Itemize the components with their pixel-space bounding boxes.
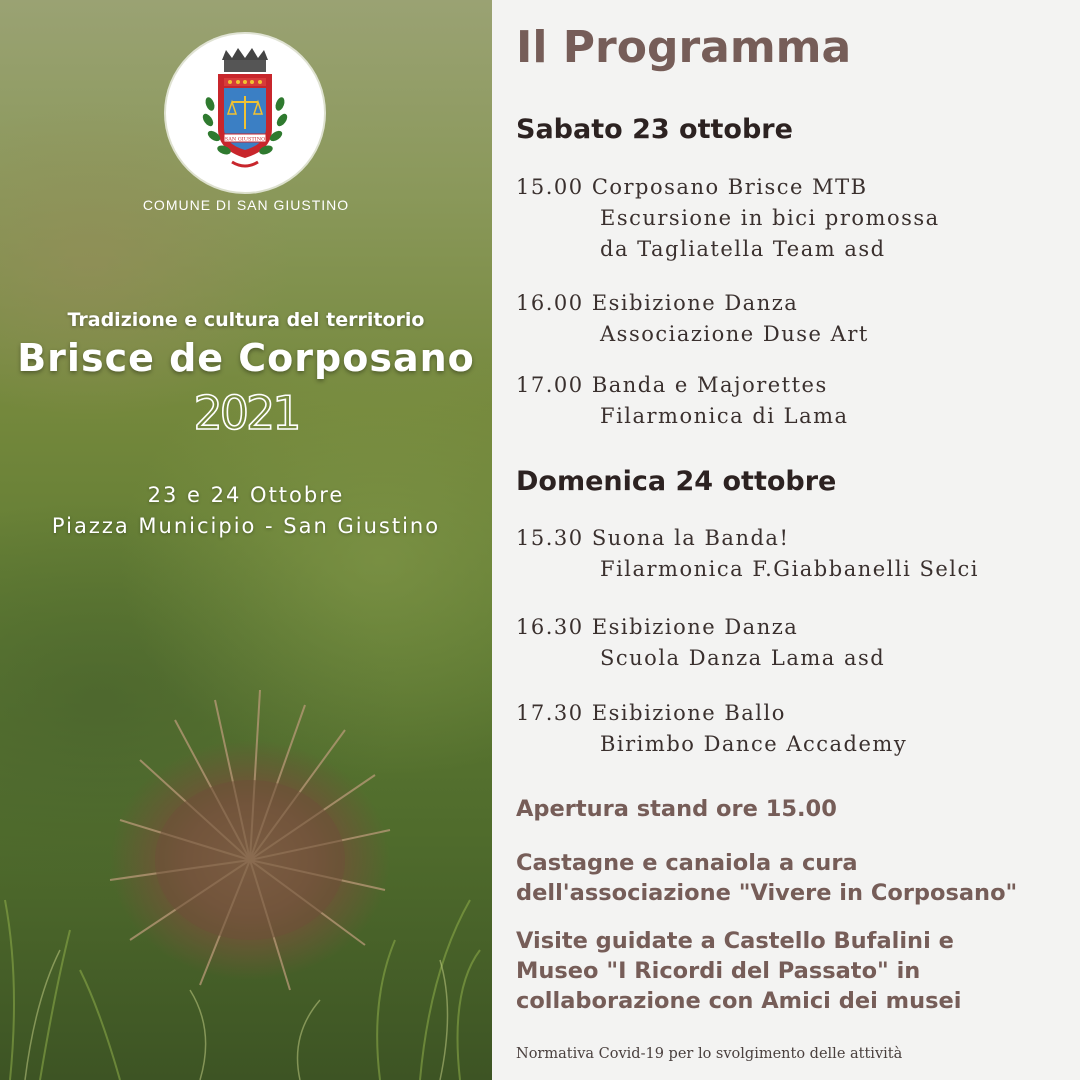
program-title: Il Programma xyxy=(516,22,852,73)
coat-of-arms-icon xyxy=(166,34,324,192)
svg-text:SAN GIUSTINO: SAN GIUSTINO xyxy=(224,136,266,143)
item-title: Corposano Brisce MTB xyxy=(591,175,868,199)
stand-opening-note: Apertura stand ore 15.00 xyxy=(516,796,837,822)
item-time: 17.30 xyxy=(516,701,584,725)
item-time: 15.00 xyxy=(516,175,584,199)
note-line: Museo "I Ricordi del Passato" in xyxy=(516,958,921,984)
note-line: Visite guidate a Castello Bufalini e xyxy=(516,928,954,954)
program-item xyxy=(516,698,907,760)
item-title: Suona la Banda! xyxy=(591,526,790,550)
item-time: 16.30 xyxy=(516,615,584,639)
item-time: 15.30 xyxy=(516,526,584,550)
visite-note xyxy=(516,926,961,1016)
item-detail: Filarmonica F.Giabbanelli Selci xyxy=(600,557,979,581)
comune-emblem xyxy=(166,34,324,192)
item-detail: Associazione Duse Art xyxy=(600,322,869,346)
item-detail: Escursione in bici promossa xyxy=(600,206,940,230)
program-item xyxy=(516,523,979,585)
event-year: 2021 xyxy=(193,386,299,440)
comune-label: COMUNE DI SAN GIUSTINO xyxy=(142,197,350,213)
item-title: Esibizione Ballo xyxy=(591,701,786,725)
program-item xyxy=(516,370,849,432)
note-line: collaborazione con Amici dei musei xyxy=(516,988,962,1014)
item-detail: Scuola Danza Lama asd xyxy=(600,646,886,670)
note-line: Castagne e canaiola a cura xyxy=(516,850,858,876)
item-title: Esibizione Danza xyxy=(591,291,799,315)
event-tagline: Tradizione e cultura del territorio xyxy=(67,309,425,331)
event-location: Piazza Municipio - San Giustino xyxy=(51,514,441,538)
item-detail: Filarmonica di Lama xyxy=(600,404,849,428)
event-title: Brisce de Corposano xyxy=(17,336,475,380)
note-line: dell'associazione "Vivere in Corposano" xyxy=(516,880,1018,906)
program-panel xyxy=(492,0,1080,1080)
event-dates: 23 e 24 Ottobre xyxy=(147,483,345,507)
item-time: 17.00 xyxy=(516,373,584,397)
item-time: 16.00 xyxy=(516,291,584,315)
item-title: Esibizione Danza xyxy=(591,615,799,639)
program-item xyxy=(516,288,869,350)
program-item xyxy=(516,612,885,674)
castagne-note xyxy=(516,848,1017,908)
item-detail: Birimbo Dance Accademy xyxy=(600,732,908,756)
day-heading-saturday: Sabato 23 ottobre xyxy=(516,114,793,145)
day-heading-sunday: Domenica 24 ottobre xyxy=(516,466,837,497)
event-dates-location xyxy=(0,480,492,542)
item-title: Banda e Majorettes xyxy=(591,373,828,397)
program-item xyxy=(516,172,940,265)
poster-photo-panel xyxy=(0,0,492,1080)
item-detail: da Tagliatella Team asd xyxy=(600,237,886,261)
covid-notice: Normativa Covid-19 per lo svolgimento delle attività xyxy=(516,1046,903,1062)
